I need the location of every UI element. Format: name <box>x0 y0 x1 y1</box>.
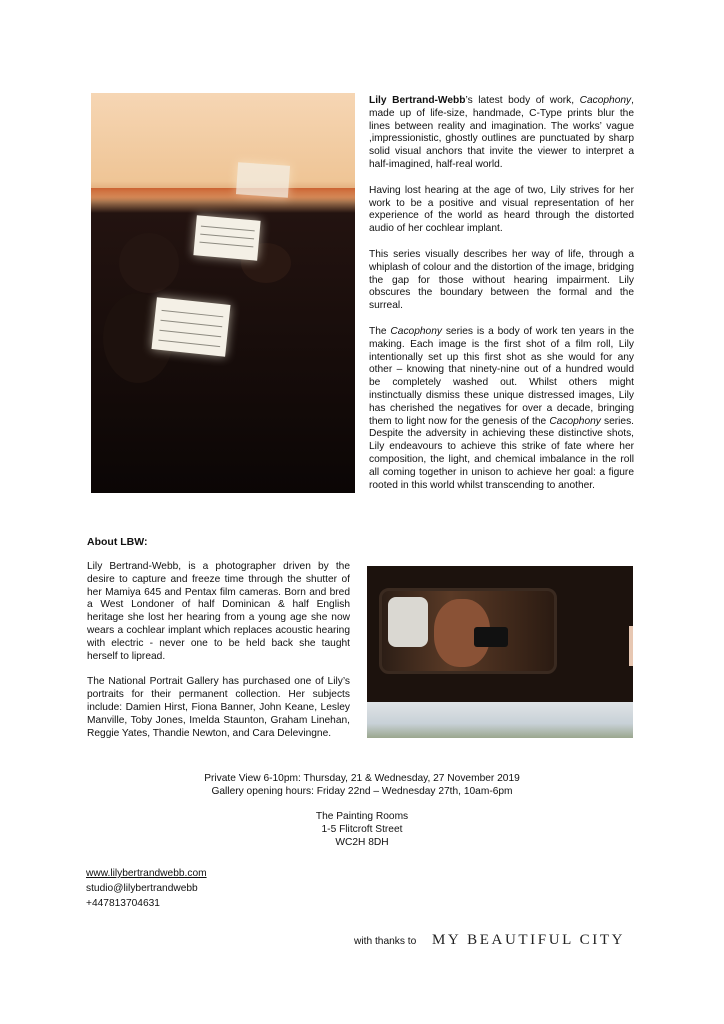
intro-text-span: series. Despite the adversity in achieving these distinctive shots, Lily endeavours to achieve this strike of fate where her composition, the light, and chemical imbalance in the roll all coming together in unison to achieve her goal: a figure rooted in this world whilst transcending to another. <box>369 415 634 491</box>
intro-text-span: , made up of life-size, handmade, C-Type prints blur the lines between reality and imagination. The works’ vague ,impressionistic, ghostly outlines are punctuated by sharp solid visual anchors that invite the viewer to interpret a half-imagined, half-real world. <box>369 95 634 170</box>
artist-name: Lily Bertrand-Webb <box>369 95 466 106</box>
series-title: Cacophony <box>579 95 632 106</box>
intro-paragraph-4 <box>369 326 634 492</box>
series-title: Cacophony <box>390 325 442 337</box>
sheet-music <box>236 162 290 198</box>
intro-paragraph-1 <box>369 95 634 172</box>
camera-shape <box>474 627 508 647</box>
series-title: Cacophony <box>549 415 601 427</box>
contact-block <box>86 866 207 911</box>
about-paragraph-2: The National Portrait Gallery has purchased one of Lily’s portraits for their permanent collection. Her subjects include: Damien Hirst, Fiona Banner, John Keane, Lesley Manville, Toby Jones, Imelda Staunton, Graham Linehan, Reggie Yates, Thandie Newton, and Cara Delevingne. <box>87 676 350 739</box>
intro-paragraph-3: This series visually describes her way of life, through a whiplash of colour and the distortion of the image, bridging the gap for those without hearing impairment. Lily obscures the boundary between the formal and the surreal. <box>369 248 634 312</box>
window-light <box>388 597 428 647</box>
address-block <box>0 810 724 849</box>
horizon-glow <box>91 188 355 202</box>
sheet-music <box>193 215 260 260</box>
cacophony-orchestra-photo <box>91 93 355 493</box>
sponsor-logo: MY BEAUTIFUL CITY <box>432 932 626 948</box>
about-paragraph-1: Lily Bertrand-Webb, is a photographer driven by the desire to capture and freeze time through the shutter of her Mamiya 645 and Pentax film cameras. Born and bred a West Londoner of half Dominican & half English heritage she lost her hearing from a young age she now wears a cochlear implant which replaces acoustic hearing with electric - never one to be held back she taught herself to lipread. <box>87 561 350 662</box>
phone-text: +447813704631 <box>86 898 160 909</box>
street: 1-5 Flitcroft Street <box>321 824 403 835</box>
email-text: studio@lilybertrandwebb <box>86 883 198 894</box>
thanks-text: with thanks to <box>354 936 417 947</box>
sheet-music <box>151 297 230 356</box>
car-window <box>379 588 557 674</box>
event-info <box>0 772 724 798</box>
website-link[interactable]: www.lilybertrandwebb.com <box>86 868 207 879</box>
self-portrait-photo <box>367 566 633 738</box>
intro-text <box>369 95 634 505</box>
private-view: Private View 6-10pm: Thursday, 21 & Wednesday, 27 November 2019 <box>204 773 520 784</box>
photo-edge <box>629 626 633 666</box>
postcode: WC2H 8DH <box>335 837 389 848</box>
intro-paragraph-2: Having lost hearing at the age of two, Lily strives for her work to be a positive and visual representation of her experience of the world as heard through the distorted audio of her cochlear implant. <box>369 184 634 235</box>
intro-text-span: ’s latest body of work, <box>465 95 580 106</box>
about-text <box>87 561 350 753</box>
landscape-strip <box>367 702 633 738</box>
about-heading: About LBW: <box>87 536 148 548</box>
musician-silhouette <box>119 233 179 293</box>
venue-name: The Painting Rooms <box>315 811 409 822</box>
intro-text-span: series is a body of work ten years in the making. Each image is the first shot of a film roll, Lily intentionally set up this first shot as she would for any other – knowing that ninety-nine out of a hundred would be completely washed out. Whilst others might instinctually dismiss these unique distressed images, Lily has cherished the negatives for over a decade, bringing them to light now for the genesis of the <box>369 325 635 427</box>
intro-text-span: The <box>369 325 391 337</box>
opening-hours: Gallery opening hours: Friday 22nd – Wednesday 27th, 10am-6pm <box>211 786 513 797</box>
